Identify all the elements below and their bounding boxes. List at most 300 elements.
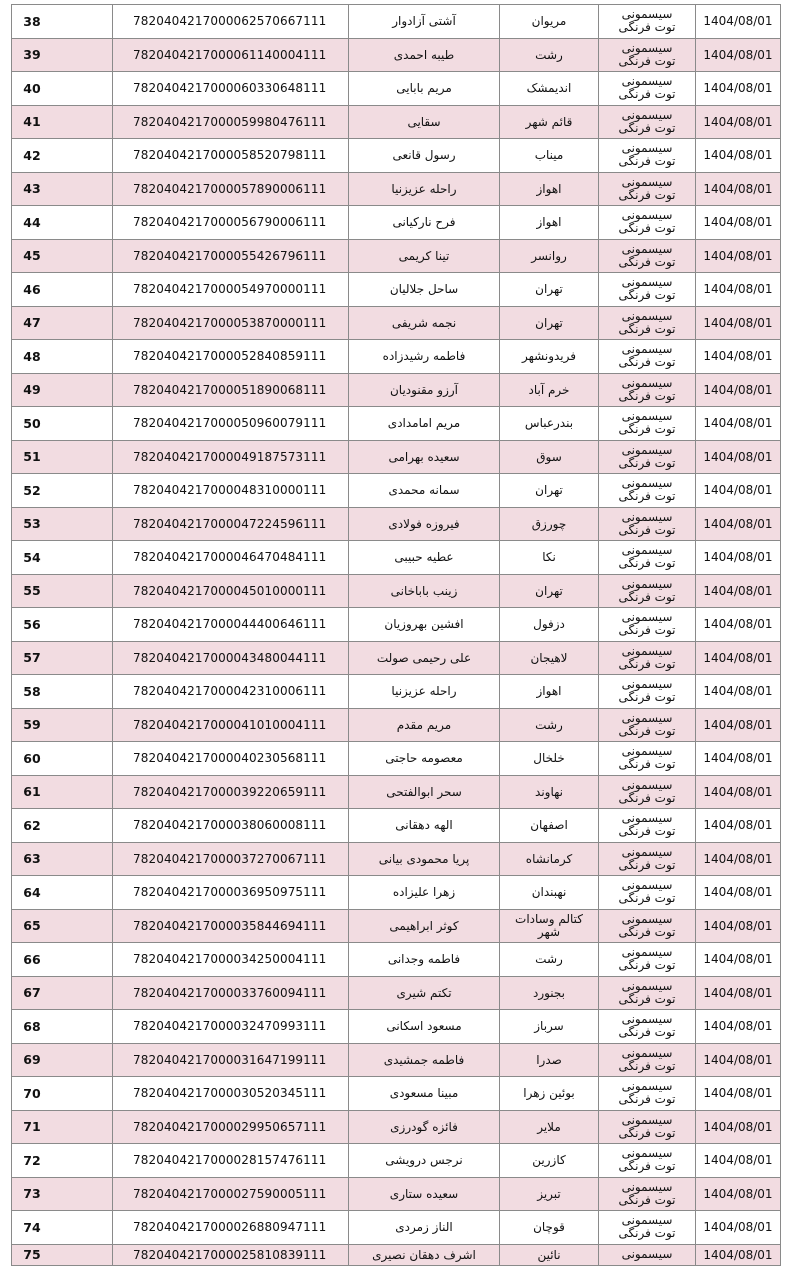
variety-line-2: توت فرنگی (618, 1159, 676, 1174)
row-number: 66 (23, 951, 41, 967)
customer-name: سعیده ستاری (349, 1177, 500, 1211)
city-cell (500, 1211, 599, 1245)
row-number: 49 (23, 382, 41, 398)
row-number: 70 (23, 1085, 41, 1101)
city-cell (500, 943, 599, 977)
city-name: قوچان (533, 1220, 565, 1235)
customer-name: رسول قانعی (349, 139, 500, 173)
row-number-cell (12, 809, 113, 843)
variety-line-1: سیسمونی (621, 241, 673, 256)
row-number: 39 (23, 47, 41, 63)
row-number: 64 (23, 884, 41, 900)
customer-name: مریم امامدادی (349, 407, 500, 441)
product-variety (599, 1077, 696, 1111)
variety-line-2: توت فرنگی (618, 690, 676, 705)
variety-line-1: سیسمونی (621, 1112, 673, 1127)
variety-line-1: سیسمونی (621, 107, 673, 122)
city-name: نهبندان (531, 885, 567, 900)
city-cell (500, 909, 599, 943)
product-variety (599, 708, 696, 742)
draw-date: 1404/08/01 (696, 809, 781, 843)
product-variety (599, 608, 696, 642)
city-name: اصفهان (530, 818, 568, 833)
customer-name: راحله عزیزنیا (349, 172, 500, 206)
customer-name: آشتی آزادوار (349, 5, 500, 39)
city-cell (500, 842, 599, 876)
variety-line-1: سیسمونی (621, 744, 673, 759)
row-number: 67 (23, 985, 41, 1001)
draw-date: 1404/08/01 (696, 541, 781, 575)
city-name: قائم شهر (525, 114, 573, 129)
table-row (12, 842, 781, 876)
draw-date: 1404/08/01 (696, 943, 781, 977)
row-number: 41 (23, 114, 41, 130)
city-name: خلخال (533, 751, 565, 766)
city-name: بندرعباس (524, 416, 574, 431)
city-cell (500, 440, 599, 474)
variety-line-1: سیسمونی (621, 509, 673, 524)
customer-name: زینب باباخانی (349, 574, 500, 608)
row-number: 56 (23, 616, 41, 632)
row-number-cell (12, 608, 113, 642)
table-row (12, 675, 781, 709)
city-cell (500, 1043, 599, 1077)
customer-name: تینا کریمی (349, 239, 500, 273)
table-row (12, 1144, 781, 1178)
product-variety (599, 775, 696, 809)
city-cell (500, 1177, 599, 1211)
row-number: 57 (23, 650, 41, 666)
product-variety (599, 842, 696, 876)
row-number: 53 (23, 516, 41, 532)
city-name: مریوان (531, 14, 567, 29)
city-name: فریدونشهر (522, 349, 576, 364)
draw-date: 1404/08/01 (696, 909, 781, 943)
table-row (12, 775, 781, 809)
row-number: 73 (23, 1186, 41, 1202)
product-variety (599, 373, 696, 407)
variety-line-2: توت فرنگی (618, 623, 676, 638)
draw-date: 1404/08/01 (696, 708, 781, 742)
draw-date: 1404/08/01 (696, 507, 781, 541)
draw-date: 1404/08/01 (696, 206, 781, 240)
product-variety (599, 38, 696, 72)
city-name: روانسر (531, 248, 567, 263)
tracking-code: 7820404217000028157476111 (113, 1144, 349, 1178)
customer-name: کوثر ابراهیمی (349, 909, 500, 943)
variety-line-1: سیسمونی (621, 1179, 673, 1194)
customer-name: تکتم شیری (349, 976, 500, 1010)
city-name: میناب (534, 148, 564, 163)
city-name: کتالم وسادات شهر (515, 911, 583, 939)
row-number: 48 (23, 348, 41, 364)
variety-line-2: توت فرنگی (618, 120, 676, 135)
product-variety (599, 407, 696, 441)
tracking-code: 7820404217000062570667111 (113, 5, 349, 39)
customer-name: سعیده بهرامی (349, 440, 500, 474)
city-cell (500, 1144, 599, 1178)
variety-line-1: سیسمونی (621, 1045, 673, 1060)
table-row (12, 507, 781, 541)
product-variety (599, 943, 696, 977)
tracking-code: 7820404217000025810839111 (113, 1244, 349, 1265)
draw-date: 1404/08/01 (696, 172, 781, 206)
variety-line-2: توت فرنگی (618, 824, 676, 839)
draw-date: 1404/08/01 (696, 1077, 781, 1111)
table-row (12, 239, 781, 273)
city-name: نائین (537, 1247, 561, 1262)
table-row (12, 273, 781, 307)
tracking-code: 7820404217000057890006111 (113, 172, 349, 206)
draw-date: 1404/08/01 (696, 239, 781, 273)
tracking-code: 7820404217000048310000111 (113, 474, 349, 508)
variety-line-2: توت فرنگی (618, 790, 676, 805)
variety-line-1: سیسمونی (621, 74, 673, 89)
draw-date: 1404/08/01 (696, 976, 781, 1010)
variety-line-1: سیسمونی (621, 945, 673, 960)
draw-date: 1404/08/01 (696, 440, 781, 474)
city-cell (500, 340, 599, 374)
table-row (12, 641, 781, 675)
city-name: چورزق (531, 516, 567, 531)
variety-line-1: سیسمونی (621, 7, 673, 22)
table-row (12, 976, 781, 1010)
table-row (12, 574, 781, 608)
product-variety (599, 1244, 696, 1265)
city-name: رشت (535, 952, 563, 967)
city-name: صدرا (536, 1052, 562, 1067)
variety-line-2: توت فرنگی (618, 891, 676, 906)
table-row (12, 1110, 781, 1144)
row-number: 74 (23, 1219, 41, 1235)
customer-name: مبینا مسعودی (349, 1077, 500, 1111)
city-cell (500, 239, 599, 273)
product-variety (599, 1043, 696, 1077)
variety-line-1: سیسمونی (621, 174, 673, 189)
row-number: 63 (23, 851, 41, 867)
tracking-code: 7820404217000047224596111 (113, 507, 349, 541)
tracking-code: 7820404217000042310006111 (113, 675, 349, 709)
row-number-cell (12, 1043, 113, 1077)
variety-line-2: توت فرنگی (618, 20, 676, 35)
variety-line-1: سیسمونی (621, 141, 673, 156)
city-name: تهران (535, 483, 563, 498)
table-row (12, 909, 781, 943)
variety-line-1: سیسمونی (621, 1146, 673, 1161)
city-cell (500, 206, 599, 240)
row-number: 65 (23, 918, 41, 934)
row-number: 62 (23, 817, 41, 833)
row-number-cell (12, 306, 113, 340)
variety-line-2: توت فرنگی (618, 221, 676, 236)
customer-name: علی رحیمی صولت (349, 641, 500, 675)
table-row (12, 474, 781, 508)
city-cell (500, 976, 599, 1010)
row-number: 46 (23, 281, 41, 297)
customer-name: نجمه شریفی (349, 306, 500, 340)
city-name: دزفول (533, 617, 565, 632)
row-number-cell (12, 641, 113, 675)
variety-line-1: سیسمونی (621, 777, 673, 792)
variety-line-2: توت فرنگی (618, 1192, 676, 1207)
city-cell (500, 608, 599, 642)
table-row (12, 72, 781, 106)
customer-name: معصومه حاجتی (349, 742, 500, 776)
variety-line-2: توت فرنگی (618, 958, 676, 973)
product-variety (599, 139, 696, 173)
table-row (12, 708, 781, 742)
table-row (12, 407, 781, 441)
city-cell (500, 139, 599, 173)
draw-date: 1404/08/01 (696, 474, 781, 508)
city-cell (500, 172, 599, 206)
tracking-code: 7820404217000041010004111 (113, 708, 349, 742)
variety-line-2: توت فرنگی (618, 857, 676, 872)
winners-table (11, 4, 781, 1266)
variety-line-2: توت فرنگی (618, 154, 676, 169)
variety-line-1: سیسمونی (621, 811, 673, 826)
tracking-code: 7820404217000055426796111 (113, 239, 349, 273)
row-number-cell (12, 206, 113, 240)
row-number-cell (12, 1244, 113, 1265)
city-cell (500, 809, 599, 843)
customer-name: فاطمه وجدانی (349, 943, 500, 977)
variety-line-2: توت فرنگی (618, 991, 676, 1006)
tracking-code: 7820404217000035844694111 (113, 909, 349, 943)
table-row (12, 340, 781, 374)
draw-date: 1404/08/01 (696, 306, 781, 340)
draw-date: 1404/08/01 (696, 1144, 781, 1178)
city-cell (500, 1010, 599, 1044)
draw-date: 1404/08/01 (696, 407, 781, 441)
city-cell (500, 306, 599, 340)
table-row (12, 541, 781, 575)
table-row (12, 1244, 781, 1265)
variety-line-2: توت فرنگی (618, 254, 676, 269)
variety-line-1: سیسمونی (621, 643, 673, 658)
variety-line-1: سیسمونی (621, 1247, 673, 1261)
row-number: 58 (23, 683, 41, 699)
table-row (12, 1211, 781, 1245)
city-name: کازرین (532, 1153, 566, 1168)
row-number-cell (12, 373, 113, 407)
variety-line-1: سیسمونی (621, 844, 673, 859)
tracking-code: 7820404217000027590005111 (113, 1177, 349, 1211)
variety-line-1: سیسمونی (621, 610, 673, 625)
city-name: بجنورد (532, 985, 566, 1000)
city-cell (500, 708, 599, 742)
row-number-cell (12, 474, 113, 508)
city-name: کرمانشاه (525, 851, 573, 866)
customer-name: فرح نارکیانی (349, 206, 500, 240)
customer-name: اشرف دهقان نصیری (349, 1244, 500, 1265)
row-number: 71 (23, 1119, 41, 1135)
city-cell (500, 474, 599, 508)
product-variety (599, 172, 696, 206)
variety-line-2: توت فرنگی (618, 757, 676, 772)
draw-date: 1404/08/01 (696, 1244, 781, 1265)
row-number-cell (12, 708, 113, 742)
row-number-cell (12, 876, 113, 910)
variety-line-1: سیسمونی (621, 342, 673, 357)
product-variety (599, 541, 696, 575)
variety-line-2: توت فرنگی (618, 656, 676, 671)
city-cell (500, 541, 599, 575)
product-variety (599, 675, 696, 709)
customer-name: ساحل جلالیان (349, 273, 500, 307)
draw-date: 1404/08/01 (696, 876, 781, 910)
tracking-code: 7820404217000061140004111 (113, 38, 349, 72)
customer-name: الهه دهقانی (349, 809, 500, 843)
tracking-code: 7820404217000040230568111 (113, 742, 349, 776)
city-name: اهواز (536, 181, 562, 196)
tracking-code: 7820404217000044400646111 (113, 608, 349, 642)
customer-name: فائزه گودرزی (349, 1110, 500, 1144)
city-name: اهواز (536, 215, 562, 230)
draw-date: 1404/08/01 (696, 574, 781, 608)
variety-line-1: سیسمونی (621, 710, 673, 725)
table-row (12, 608, 781, 642)
variety-line-2: توت فرنگی (618, 187, 676, 202)
customer-name: فاطمه رشیدزاده (349, 340, 500, 374)
row-number-cell (12, 139, 113, 173)
draw-date: 1404/08/01 (696, 842, 781, 876)
row-number: 45 (23, 248, 41, 264)
city-cell (500, 1244, 599, 1265)
customer-name: عطیه حبیبی (349, 541, 500, 575)
tracking-code: 7820404217000052840859111 (113, 340, 349, 374)
row-number: 50 (23, 415, 41, 431)
city-cell (500, 407, 599, 441)
city-name: رشت (535, 717, 563, 732)
city-name: تبریز (537, 1186, 561, 1201)
row-number: 40 (23, 80, 41, 96)
customer-name: آرزو مقنودیان (349, 373, 500, 407)
draw-date: 1404/08/01 (696, 1010, 781, 1044)
customer-name: سحر ابوالفتحی (349, 775, 500, 809)
city-cell (500, 273, 599, 307)
city-cell (500, 72, 599, 106)
row-number: 54 (23, 549, 41, 565)
city-name: سوق (536, 449, 562, 464)
table-row (12, 306, 781, 340)
variety-line-1: سیسمونی (621, 878, 673, 893)
variety-line-1: سیسمونی (621, 275, 673, 290)
city-cell (500, 574, 599, 608)
customer-name: الناز زمردی (349, 1211, 500, 1245)
tracking-code: 7820404217000051890068111 (113, 373, 349, 407)
city-cell (500, 1077, 599, 1111)
draw-date: 1404/08/01 (696, 340, 781, 374)
city-name: تهران (535, 282, 563, 297)
customer-name: سقایی (349, 105, 500, 139)
draw-date: 1404/08/01 (696, 373, 781, 407)
variety-line-1: سیسمونی (621, 1213, 673, 1228)
row-number: 43 (23, 181, 41, 197)
tracking-code: 7820404217000032470993111 (113, 1010, 349, 1044)
draw-date: 1404/08/01 (696, 72, 781, 106)
city-name: لاهیجان (530, 650, 568, 665)
city-name: نهاوند (535, 784, 563, 799)
draw-date: 1404/08/01 (696, 1211, 781, 1245)
row-number: 60 (23, 750, 41, 766)
city-name: ملایر (537, 1119, 561, 1134)
tracking-code: 7820404217000053870000111 (113, 306, 349, 340)
table-row (12, 943, 781, 977)
row-number-cell (12, 172, 113, 206)
tracking-code: 7820404217000049187573111 (113, 440, 349, 474)
variety-line-2: توت فرنگی (618, 924, 676, 939)
customer-name: نرجس درویشی (349, 1144, 500, 1178)
product-variety (599, 507, 696, 541)
product-variety (599, 273, 696, 307)
row-number-cell (12, 5, 113, 39)
variety-line-1: سیسمونی (621, 40, 673, 55)
variety-line-2: توت فرنگی (618, 522, 676, 537)
product-variety (599, 5, 696, 39)
city-name: تهران (535, 583, 563, 598)
variety-line-1: سیسمونی (621, 442, 673, 457)
city-cell (500, 38, 599, 72)
city-cell (500, 641, 599, 675)
row-number: 52 (23, 482, 41, 498)
customer-name: مریم بابایی (349, 72, 500, 106)
row-number-cell (12, 574, 113, 608)
table-row (12, 139, 781, 173)
draw-date: 1404/08/01 (696, 742, 781, 776)
row-number-cell (12, 943, 113, 977)
variety-line-2: توت فرنگی (618, 556, 676, 571)
variety-line-1: سیسمونی (621, 1079, 673, 1094)
product-variety (599, 809, 696, 843)
table-row (12, 1043, 781, 1077)
city-cell (500, 5, 599, 39)
city-cell (500, 742, 599, 776)
tracking-code: 7820404217000033760094111 (113, 976, 349, 1010)
product-variety (599, 876, 696, 910)
row-number-cell (12, 440, 113, 474)
row-number-cell (12, 1177, 113, 1211)
row-number-cell (12, 909, 113, 943)
tracking-code: 7820404217000058520798111 (113, 139, 349, 173)
tracking-code: 7820404217000038060008111 (113, 809, 349, 843)
row-number-cell (12, 1110, 113, 1144)
product-variety (599, 440, 696, 474)
product-variety (599, 742, 696, 776)
variety-line-2: توت فرنگی (618, 1226, 676, 1241)
draw-date: 1404/08/01 (696, 1177, 781, 1211)
tracking-code: 7820404217000060330648111 (113, 72, 349, 106)
row-number-cell (12, 842, 113, 876)
product-variety (599, 239, 696, 273)
variety-line-2: توت فرنگی (618, 87, 676, 102)
city-name: اهواز (536, 684, 562, 699)
table-row (12, 1010, 781, 1044)
row-number-cell (12, 239, 113, 273)
product-variety (599, 574, 696, 608)
product-variety (599, 641, 696, 675)
table-row (12, 5, 781, 39)
draw-date: 1404/08/01 (696, 5, 781, 39)
row-number-cell (12, 273, 113, 307)
tracking-code: 7820404217000056790006111 (113, 206, 349, 240)
draw-date: 1404/08/01 (696, 1043, 781, 1077)
customer-name: افشین بهروزیان (349, 608, 500, 642)
draw-date: 1404/08/01 (696, 139, 781, 173)
variety-line-2: توت فرنگی (618, 589, 676, 604)
draw-date: 1404/08/01 (696, 775, 781, 809)
product-variety (599, 909, 696, 943)
